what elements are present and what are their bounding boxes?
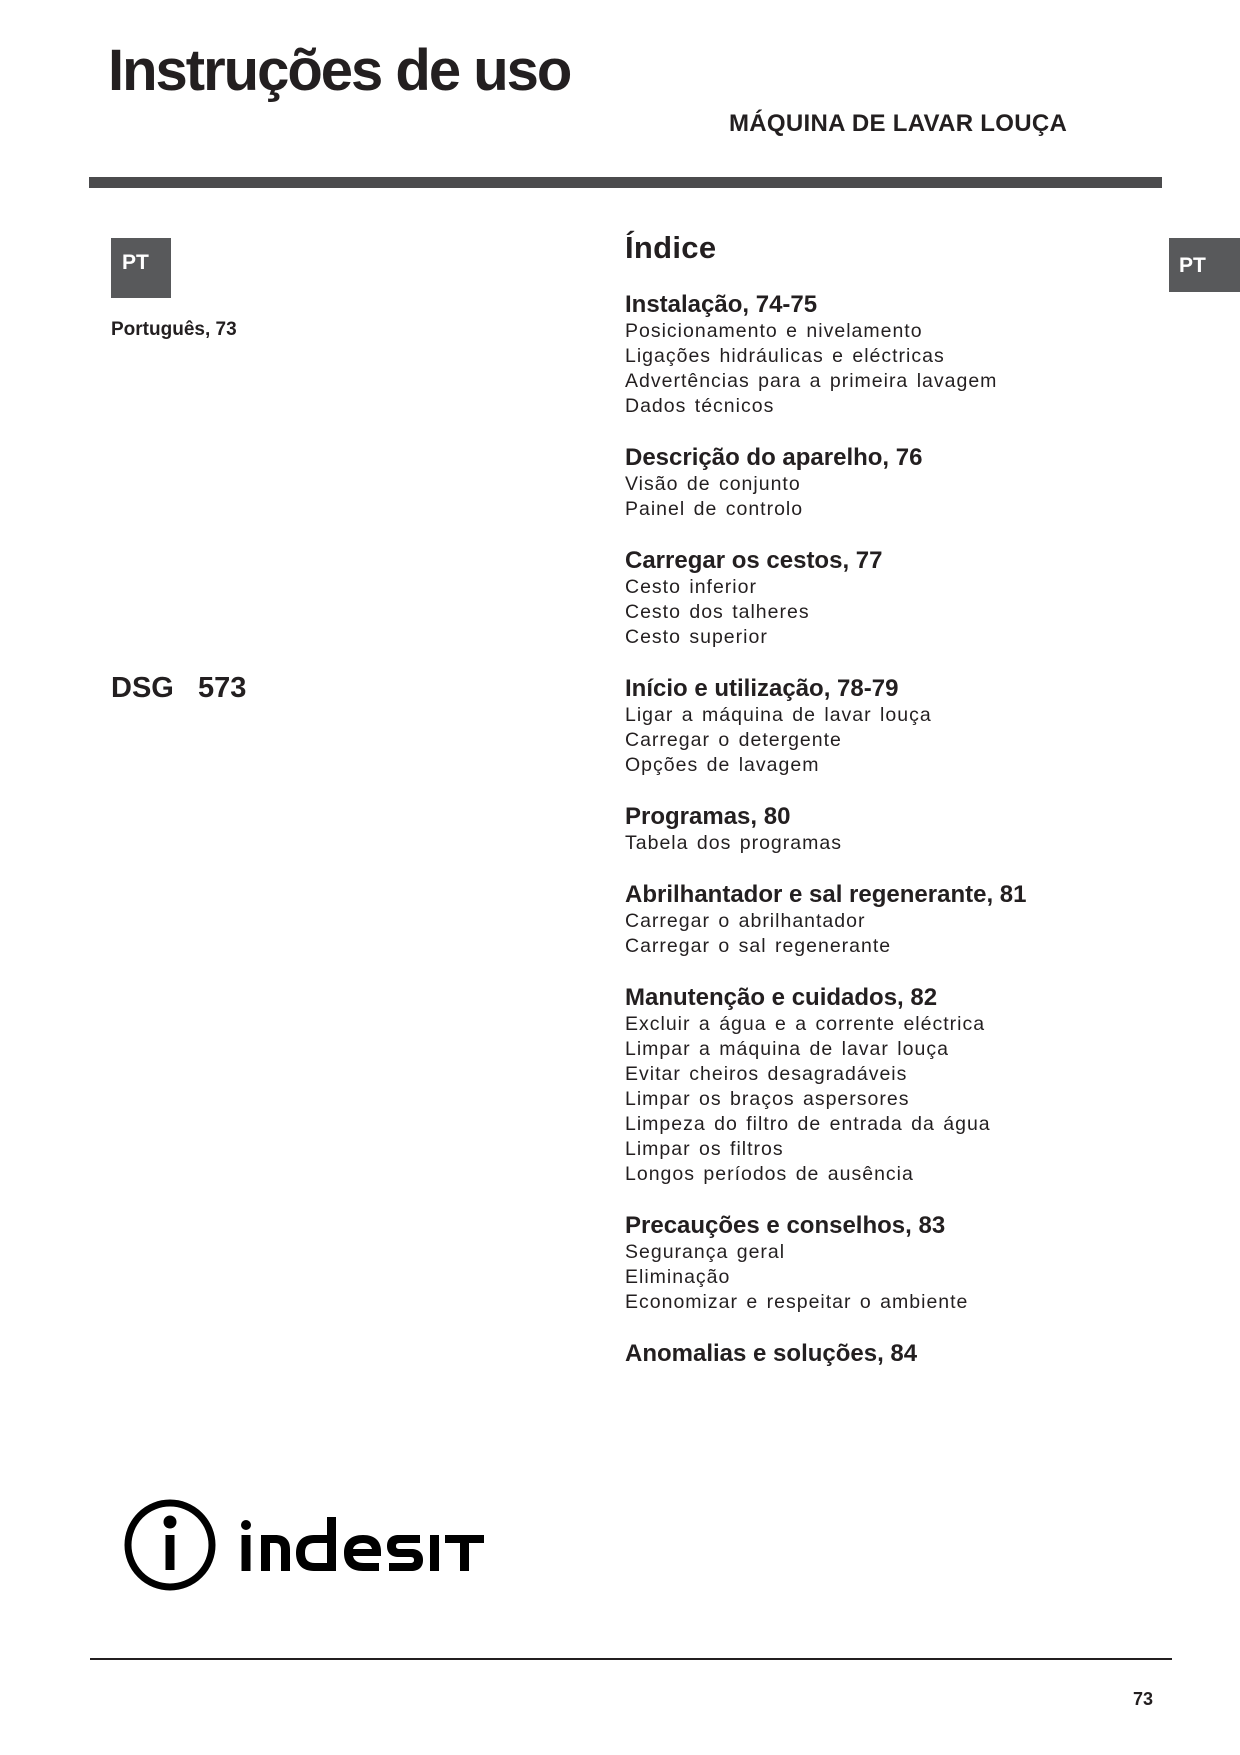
brand-wordmark <box>241 1517 484 1571</box>
toc-section-title[interactable]: Anomalias e soluções, 84 <box>625 1340 918 1367</box>
toc-item[interactable]: Cesto inferior <box>625 576 757 598</box>
toc-section <box>625 444 1145 522</box>
toc-section <box>625 1212 1145 1315</box>
toc-item-list <box>625 831 1145 856</box>
toc-heading: Índice <box>625 230 717 265</box>
brand-icon-dot <box>164 1516 177 1529</box>
document-title: Instruções de uso <box>108 38 571 103</box>
toc-item[interactable]: Posicionamento e nivelamento <box>625 320 923 342</box>
toc-item[interactable]: Cesto dos talheres <box>625 601 810 623</box>
toc-section <box>625 1340 1145 1368</box>
indesit-logo <box>124 1495 484 1595</box>
toc-section-title[interactable]: Manutenção e cuidados, 82 <box>625 984 938 1011</box>
toc-item[interactable]: Economizar e respeitar o ambiente <box>625 1291 969 1313</box>
table-of-contents <box>625 232 1145 1393</box>
toc-item[interactable]: Limpar a máquina de lavar louça <box>625 1038 949 1060</box>
toc-item[interactable]: Opções de lavagem <box>625 754 820 776</box>
header-divider <box>89 177 1162 188</box>
language-side-tab[interactable]: PT <box>1169 238 1240 292</box>
toc-section <box>625 547 1145 650</box>
footer-divider <box>90 1658 1172 1660</box>
toc-section-title[interactable]: Precauções e conselhos, 83 <box>625 1212 946 1239</box>
page-number: 73 <box>1133 1689 1154 1709</box>
toc-item[interactable]: Limpar os filtros <box>625 1138 784 1160</box>
toc-section-title[interactable]: Instalação, 74-75 <box>625 291 818 318</box>
toc-item[interactable]: Excluir a água e a corrente eléctrica <box>625 1013 986 1035</box>
toc-item-list <box>625 472 1145 522</box>
toc-item[interactable]: Evitar cheiros desagradáveis <box>625 1063 908 1085</box>
language-page-ref: Português, 73 <box>111 319 237 340</box>
toc-item-list <box>625 1240 1145 1315</box>
toc-item[interactable]: Segurança geral <box>625 1241 786 1263</box>
toc-section-title[interactable]: Carregar os cestos, 77 <box>625 547 883 574</box>
toc-item-list <box>625 703 1145 778</box>
toc-section <box>625 984 1145 1187</box>
toc-item[interactable]: Tabela dos programas <box>625 832 842 854</box>
toc-sections <box>625 291 1145 1368</box>
toc-item[interactable]: Longos períodos de ausência <box>625 1163 914 1185</box>
toc-item[interactable]: Carregar o detergente <box>625 729 842 751</box>
toc-item[interactable]: Cesto superior <box>625 626 768 648</box>
toc-item-list <box>625 1012 1145 1187</box>
toc-section-title[interactable]: Descrição do aparelho, 76 <box>625 444 923 471</box>
model-number: DSG 573 <box>111 672 247 704</box>
toc-item[interactable]: Painel de controlo <box>625 498 804 520</box>
product-type: MÁQUINA DE LAVAR LOUÇA <box>729 110 1068 137</box>
toc-section-title[interactable]: Abrilhantador e sal regenerante, 81 <box>625 881 1027 908</box>
toc-item[interactable]: Ligar a máquina de lavar louça <box>625 704 932 726</box>
toc-section-title[interactable]: Início e utilização, 78-79 <box>625 675 899 702</box>
toc-item-list <box>625 575 1145 650</box>
toc-section <box>625 675 1145 778</box>
toc-item[interactable]: Eliminação <box>625 1266 731 1288</box>
toc-item[interactable]: Advertências para a primeira lavagem <box>625 370 998 392</box>
toc-item[interactable]: Carregar o abrilhantador <box>625 910 866 932</box>
toc-section <box>625 803 1145 856</box>
language-badge: PT <box>111 238 171 298</box>
toc-item[interactable]: Ligações hidráulicas e eléctricas <box>625 345 945 367</box>
toc-item[interactable]: Visão de conjunto <box>625 473 801 495</box>
toc-section-title[interactable]: Programas, 80 <box>625 803 791 830</box>
toc-item[interactable]: Limpeza do filtro de entrada da água <box>625 1113 991 1135</box>
toc-item-list <box>625 909 1145 959</box>
toc-item[interactable]: Limpar os braços aspersores <box>625 1088 910 1110</box>
toc-section <box>625 881 1145 959</box>
toc-section <box>625 291 1145 419</box>
toc-item[interactable]: Dados técnicos <box>625 395 775 417</box>
toc-item[interactable]: Carregar o sal regenerante <box>625 935 892 957</box>
toc-item-list <box>625 319 1145 419</box>
brand-icon-stem <box>166 1535 175 1570</box>
